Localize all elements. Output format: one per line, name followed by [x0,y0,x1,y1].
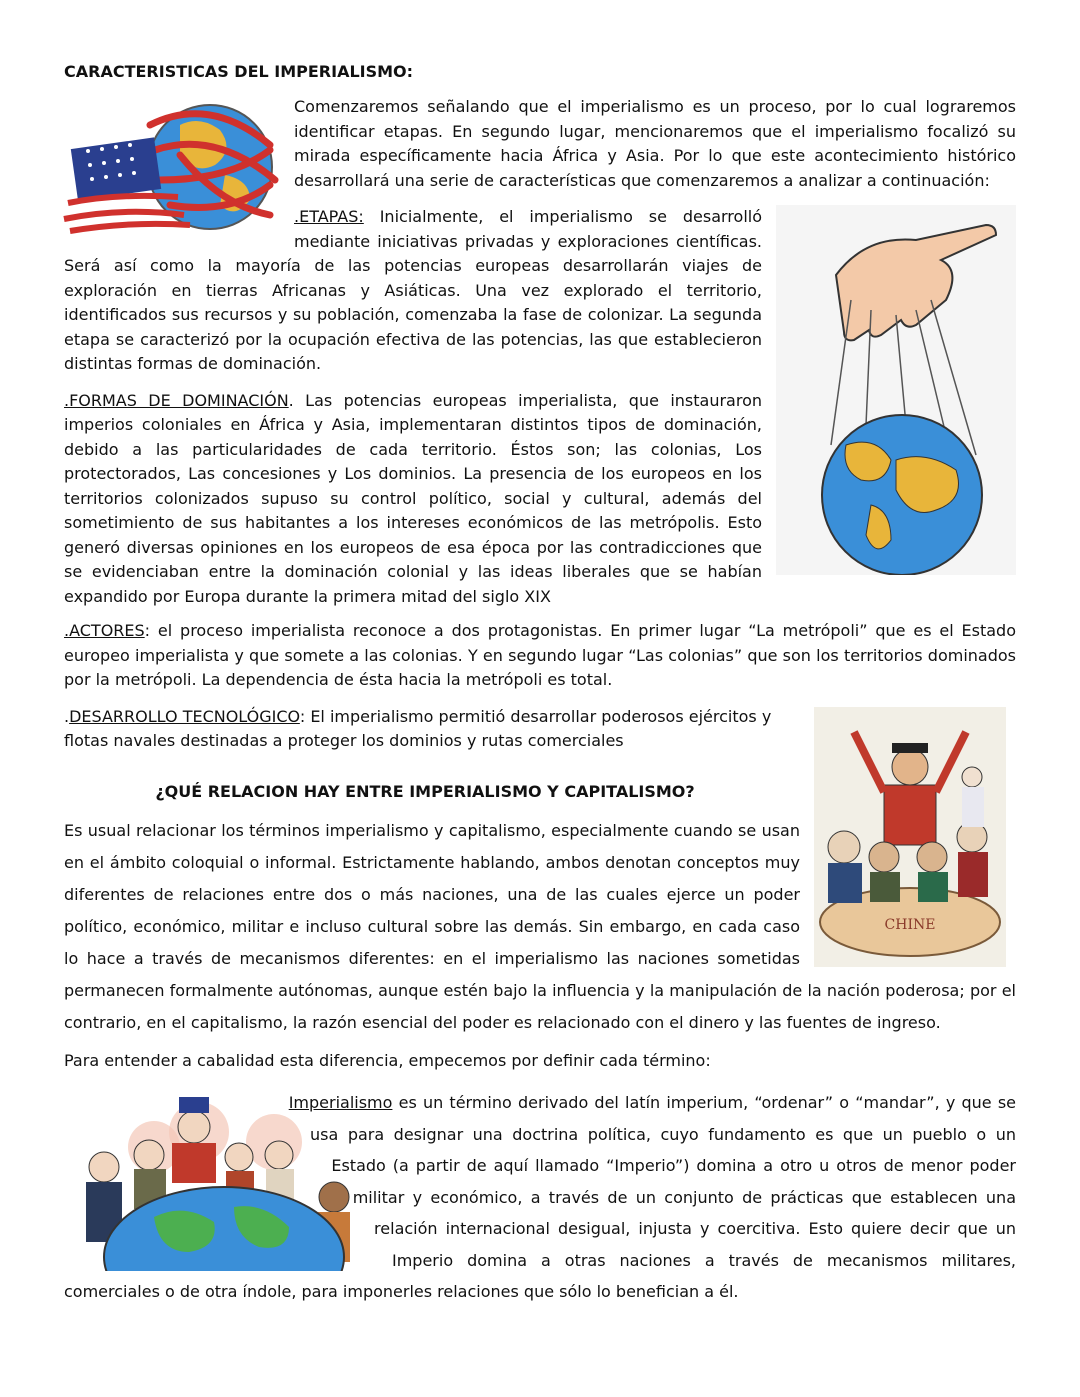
political-cartoon-illustration [814,707,1006,967]
actores-text: : el proceso imperialista reconoce a dos protagonistas. En primer lugar “La metrópoli” que es el Estado europeo imperialista y que somete a las colonias. Y en segundo lugar “Las colonias” que son los territorios dominados por la metrópoli. La dependencia de ésta hacia la metrópoli es total. [64,621,1016,689]
desarrollo-text: : El imperialismo permitió desarrollar poderosos ejércitos y flotas navales destinadas a proteger los dominios y rutas comerciales [64,706,772,750]
heading: CARACTERISTICAS DEL IMPERIALISMO: [64,62,414,81]
actores-paragraph [64,619,1016,693]
define-paragraph: Para entender a cabalidad esta diferencia, empecemos por definir cada término: [64,1050,711,1070]
formas-text: . Las potencias europeas imperialista, que instauraron imperios coloniales en África y Asia, implementaran distintos tipos de dominación, debido a las particularidades de cada territorio. Éstos son; las colonias, Los protectorados, Las concesiones y Los dominios. La presencia de los europeos en los territorios colonizados supuso su control político, social y cultural, además del sometimiento de sus habitantes a los intereses económicos de las metrópolis. Esto generó diversas opiniones en los europeos de esa época por las contradicciones que se evidenciaban entre la dominación colonial y las ideas liberales que se habían expandido por Europa durante la primera mitad del siglo XIX [64,390,763,606]
desarrollo-prefix: . [64,706,70,726]
imperialismo-term: Imperialismo [288,1093,393,1112]
desarrollo-label: DESARROLLO TECNOLÓGICO [69,706,300,726]
etapas-text: Inicialmente, el imperialismo se desarrolló mediante iniciativas privadas y exploraciones científicas. Será así como la mayoría de las potencias europeas desarrollarán viajes de exploración en tierras Africanas y Asiáticas. Una vez explorado el territorio, identificados sus recursos y su población, comenzaba la fase de colonizar. La segunda etapa se caracterizó por la ocupación efectiva de las potencias, las que establecieron distintas formas de dominación. [64,207,762,373]
formas-label: .FORMAS DE DOMINACIÓN [64,390,289,410]
flag-wrapped-globe-illustration [60,95,288,235]
etapas-label: .ETAPAS: [294,207,364,226]
actores-label: .ACTORES [64,621,145,640]
section-question-heading: ¿QUÉ RELACION HAY ENTRE IMPERIALISMO Y CAPITALISMO? [155,781,695,801]
relation-paragraph: Es usual relacionar los términos imperialismo y capitalismo, especialmente cuando se usan en el ámbito coloquial o informal. Estrictamente hablando, ambos denotan conceptos muy diferentes de relaciones entre dos o más naciones, una de las cuales ejerce un poder político, económico, militar e incluso cultural sobre las demás. Sin embargo, en cada caso lo hace a través de mecanismos diferentes: en el imperialismo las naciones sometidas permanecen formalmente autónomas, aunque estén bajo la influencia y la manipulación de la nación poderosa; por el contrario, en el capitalismo, la razón esencial del poder es relacionado con el dinero y las fuentes de ingreso. [64,820,1016,1032]
svg-text:CHINE: CHINE [884,916,936,933]
imperialismo-text: es un término derivado del latín imperium, “ordenar” o “mandar”, y que se usa para designar una doctrina política, cuyo fundamento es que un pueblo o un Estado (a partir de aquí llamado “Imperio”) domina a otro u otros de menor poder militar y económico, a través de un conjunto de prácticas que establecen una relación internacional desigual, injusta y coercitiva. Esto quiere decir que un Imperio domina a otras naciones a través de mecanismos militares, comerciales o de otra índole, para imponerles relaciones que sólo lo benefician a él. [64,1093,1016,1301]
intro-paragraph: Comenzaremos señalando que el imperialismo es un proceso, por lo cual lograremos identificar etapas. En segundo lugar, mencionaremos que el imperialismo focalizó su mirada específicamente hacia África y Asia. Por lo que este acontecimiento histórico desarrollará una serie de características que comenzaremos a analizar a continuación: [294,97,1016,190]
puppet-hand-globe-illustration [776,205,1016,575]
